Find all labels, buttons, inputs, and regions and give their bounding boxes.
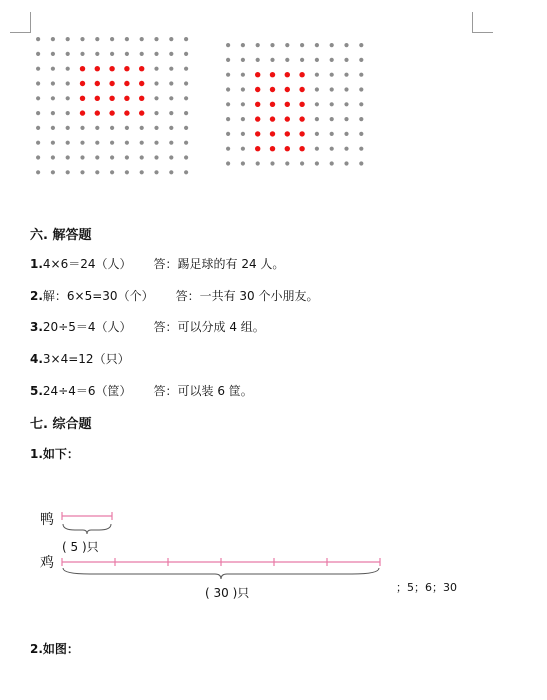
grid-dot	[66, 52, 70, 56]
answer-equation: 24÷4＝6（筐）	[42, 384, 132, 398]
answer-number: 2.	[30, 289, 43, 303]
grid-dot	[80, 141, 84, 145]
grid-dot	[51, 155, 55, 159]
grid-dot	[80, 37, 84, 41]
red-dot	[255, 72, 260, 77]
grid-dot	[359, 117, 363, 121]
question-1-label: 1.如下：	[30, 447, 79, 461]
red-dot	[95, 110, 100, 115]
grid-dot	[359, 43, 363, 47]
grid-dot	[36, 155, 40, 159]
grid-dot	[330, 43, 334, 47]
answer-row-1	[30, 255, 284, 272]
page-corner-mark-right	[472, 12, 493, 33]
grid-dot	[66, 170, 70, 174]
red-dot	[109, 81, 114, 86]
grid-dot	[315, 43, 319, 47]
grid-dot	[110, 170, 114, 174]
red-dot	[109, 110, 114, 115]
red-dot	[139, 96, 144, 101]
grid-dot	[51, 126, 55, 130]
grid-dot	[226, 43, 230, 47]
red-dot	[299, 87, 304, 92]
red-dot	[124, 110, 129, 115]
red-dot	[299, 131, 304, 136]
grid-dot	[226, 147, 230, 151]
section-7-title: 七. 综合题	[30, 417, 92, 432]
grid-dot	[80, 126, 84, 130]
grid-dot	[169, 141, 173, 145]
grid-dot	[140, 126, 144, 130]
chicken-brace	[63, 568, 379, 579]
grid-dot	[80, 52, 84, 56]
grid-dot	[169, 81, 173, 85]
grid-dot	[300, 58, 304, 62]
grid-dot	[51, 81, 55, 85]
grid-dot	[169, 96, 173, 100]
grid-dot	[226, 87, 230, 91]
duck-count: ( 5 )只	[62, 540, 99, 554]
grid-dot	[241, 87, 245, 91]
answer-equation: 解：6×5=30（个）	[42, 289, 154, 303]
grid-dot	[154, 96, 158, 100]
grid-dot	[359, 87, 363, 91]
grid-dot	[36, 141, 40, 145]
grid-dot	[80, 155, 84, 159]
grid-dot	[330, 58, 334, 62]
grid-dot	[184, 126, 188, 130]
grid-dot	[36, 96, 40, 100]
grid-dot	[154, 52, 158, 56]
red-dot	[285, 87, 290, 92]
grid-dot	[140, 37, 144, 41]
grid-dot	[344, 132, 348, 136]
grid-dot	[66, 111, 70, 115]
grid-dot	[125, 155, 129, 159]
grid-dot	[226, 117, 230, 121]
grid-dot	[285, 58, 289, 62]
grid-dot	[359, 161, 363, 165]
red-dot	[80, 110, 85, 115]
red-dot	[270, 116, 275, 121]
grid-dot	[241, 102, 245, 106]
red-dot	[80, 66, 85, 71]
answer-number: 1.	[30, 257, 43, 271]
grid-dot	[184, 67, 188, 71]
grid-dot	[241, 43, 245, 47]
grid-dot	[169, 111, 173, 115]
red-dot	[285, 131, 290, 136]
red-dot	[285, 146, 290, 151]
answer-note: ；5；6；30	[396, 581, 457, 594]
grid-dot	[36, 37, 40, 41]
grid-dot	[344, 87, 348, 91]
red-dot	[109, 96, 114, 101]
duck-label: 鸭	[40, 512, 54, 528]
grid-dot	[184, 111, 188, 115]
grid-dot	[226, 58, 230, 62]
grid-dot	[270, 161, 274, 165]
grid-dot	[125, 37, 129, 41]
grid-dot	[184, 141, 188, 145]
grid-dot	[184, 170, 188, 174]
answer-text: 答：可以装 6 筐。	[153, 384, 253, 398]
grid-dot	[315, 58, 319, 62]
red-dot	[285, 116, 290, 121]
grid-dot	[66, 37, 70, 41]
grid-dot	[154, 81, 158, 85]
red-dot	[95, 81, 100, 86]
grid-dot	[359, 73, 363, 77]
grid-dot	[315, 117, 319, 121]
grid-dot	[110, 141, 114, 145]
red-dot	[270, 87, 275, 92]
grid-dot	[154, 170, 158, 174]
grid-dot	[285, 43, 289, 47]
grid-dot	[359, 102, 363, 106]
grid-dot	[359, 132, 363, 136]
answer-number: 5.	[30, 384, 43, 398]
red-dot	[124, 66, 129, 71]
grid-dot	[110, 52, 114, 56]
grid-dot	[51, 67, 55, 71]
answer-row-4	[30, 350, 130, 367]
grid-dot	[154, 111, 158, 115]
grid-dot	[359, 58, 363, 62]
dot-grid-right	[226, 43, 386, 173]
grid-dot	[169, 67, 173, 71]
grid-dot	[66, 96, 70, 100]
grid-dot	[359, 147, 363, 151]
chicken-label: 鸡	[40, 555, 54, 571]
answer-text: 答：一共有 30 个小朋友。	[175, 289, 319, 303]
grid-dot	[66, 141, 70, 145]
grid-dot	[154, 67, 158, 71]
grid-dot	[95, 52, 99, 56]
grid-dot	[169, 52, 173, 56]
answer-text: 答：可以分成 4 组。	[153, 320, 265, 334]
grid-dot	[51, 141, 55, 145]
grid-dot	[140, 155, 144, 159]
grid-dot	[344, 161, 348, 165]
grid-dot	[140, 141, 144, 145]
red-dot	[95, 66, 100, 71]
grid-dot	[344, 58, 348, 62]
answer-text: 答：踢足球的有 24 人。	[153, 257, 285, 271]
grid-dot	[36, 170, 40, 174]
grid-dot	[51, 37, 55, 41]
red-dot	[255, 102, 260, 107]
grid-dot	[169, 170, 173, 174]
grid-dot	[110, 155, 114, 159]
red-dot	[270, 146, 275, 151]
red-dot	[124, 96, 129, 101]
red-dot	[270, 131, 275, 136]
grid-dot	[184, 96, 188, 100]
grid-dot	[51, 52, 55, 56]
red-dot	[80, 96, 85, 101]
grid-dot	[330, 132, 334, 136]
red-dot	[255, 146, 260, 151]
red-dot	[124, 81, 129, 86]
red-dot	[139, 81, 144, 86]
answer-number: 3.	[30, 320, 43, 334]
grid-dot	[241, 132, 245, 136]
grid-dot	[315, 132, 319, 136]
grid-dot	[315, 147, 319, 151]
answer-equation: 20÷5＝4（人）	[42, 320, 132, 334]
grid-dot	[256, 161, 260, 165]
red-dot	[299, 116, 304, 121]
red-dot	[299, 102, 304, 107]
red-dot	[255, 116, 260, 121]
grid-dot	[154, 37, 158, 41]
grid-dot	[330, 87, 334, 91]
red-dot	[109, 66, 114, 71]
red-dot	[139, 66, 144, 71]
red-dot	[285, 72, 290, 77]
red-dot	[285, 102, 290, 107]
red-dot	[299, 72, 304, 77]
grid-dot	[344, 43, 348, 47]
grid-dot	[330, 102, 334, 106]
grid-dot	[125, 126, 129, 130]
grid-dot	[300, 43, 304, 47]
grid-dot	[241, 161, 245, 165]
grid-dot	[344, 73, 348, 77]
grid-dot	[184, 155, 188, 159]
grid-dot	[169, 126, 173, 130]
grid-dot	[66, 67, 70, 71]
grid-dot	[184, 81, 188, 85]
grid-dot	[125, 141, 129, 145]
answer-number: 4.	[30, 352, 43, 366]
grid-dot	[80, 170, 84, 174]
grid-dot	[226, 132, 230, 136]
grid-dot	[95, 170, 99, 174]
grid-dot	[270, 58, 274, 62]
grid-dot	[330, 161, 334, 165]
red-dot	[80, 81, 85, 86]
grid-dot	[36, 111, 40, 115]
grid-dot	[256, 58, 260, 62]
grid-dot	[140, 52, 144, 56]
grid-dot	[125, 170, 129, 174]
grid-dot	[95, 37, 99, 41]
grid-dot	[344, 147, 348, 151]
grid-dot	[66, 126, 70, 130]
answer-row-5	[30, 382, 253, 399]
grid-dot	[154, 141, 158, 145]
grid-dot	[169, 155, 173, 159]
grid-dot	[140, 170, 144, 174]
grid-dot	[184, 37, 188, 41]
red-dot	[270, 72, 275, 77]
grid-dot	[36, 81, 40, 85]
grid-dot	[285, 161, 289, 165]
grid-dot	[300, 161, 304, 165]
grid-dot	[226, 73, 230, 77]
answer-row-2	[30, 287, 318, 304]
grid-dot	[154, 155, 158, 159]
grid-dot	[36, 126, 40, 130]
page-corner-mark-left	[10, 12, 31, 33]
grid-dot	[344, 117, 348, 121]
grid-dot	[315, 73, 319, 77]
grid-dot	[241, 73, 245, 77]
question-2-label: 2.如图：	[30, 642, 79, 656]
duck-brace	[63, 524, 111, 534]
grid-dot	[226, 161, 230, 165]
grid-dot	[330, 117, 334, 121]
grid-dot	[169, 37, 173, 41]
red-dot	[139, 110, 144, 115]
grid-dot	[110, 37, 114, 41]
grid-dot	[66, 155, 70, 159]
grid-dot	[241, 58, 245, 62]
grid-dot	[36, 67, 40, 71]
grid-dot	[226, 102, 230, 106]
grid-dot	[95, 155, 99, 159]
grid-dot	[66, 81, 70, 85]
grid-dot	[270, 43, 274, 47]
grid-dot	[51, 111, 55, 115]
grid-dot	[315, 87, 319, 91]
grid-dot	[95, 141, 99, 145]
grid-dot	[125, 52, 129, 56]
grid-dot	[154, 126, 158, 130]
red-dot	[95, 96, 100, 101]
answer-row-3	[30, 318, 265, 335]
grid-dot	[330, 73, 334, 77]
grid-dot	[344, 102, 348, 106]
grid-dot	[51, 170, 55, 174]
grid-dot	[184, 52, 188, 56]
grid-dot	[256, 43, 260, 47]
section-6-title: 六. 解答题	[30, 228, 92, 243]
grid-dot	[241, 147, 245, 151]
chicken-count: ( 30 )只	[205, 586, 250, 600]
grid-dot	[241, 117, 245, 121]
red-dot	[255, 131, 260, 136]
red-dot	[299, 146, 304, 151]
answer-equation: 4×6＝24（人）	[42, 257, 132, 271]
grid-dot	[51, 96, 55, 100]
grid-dot	[110, 126, 114, 130]
answer-equation: 3×4=12（只）	[42, 352, 130, 366]
red-dot	[270, 102, 275, 107]
grid-dot	[315, 102, 319, 106]
dot-grid-left	[36, 37, 196, 177]
red-dot	[255, 87, 260, 92]
grid-dot	[36, 52, 40, 56]
grid-dot	[95, 126, 99, 130]
grid-dot	[315, 161, 319, 165]
grid-dot	[330, 147, 334, 151]
